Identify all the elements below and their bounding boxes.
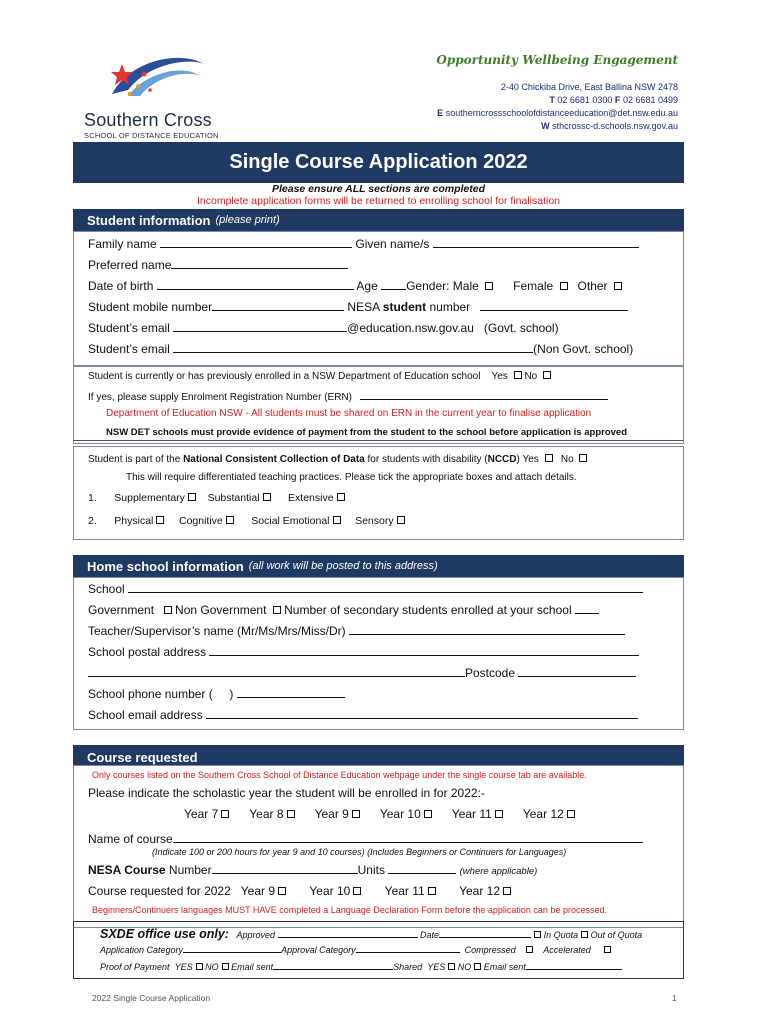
nesa-course-number-label: Number (168, 863, 212, 877)
age-field[interactable] (381, 279, 406, 290)
nccd-level-row (88, 492, 345, 504)
nongovt-email-row (88, 342, 633, 356)
year-8-checkbox[interactable] (287, 810, 295, 818)
year-7-checkbox[interactable] (221, 810, 229, 818)
footer-title: 2022 Single Course Application (92, 993, 211, 1003)
year-11-checkbox[interactable] (495, 810, 503, 818)
nccd-level-number: 1. (88, 492, 97, 504)
req-year-11-checkbox[interactable] (428, 887, 436, 895)
female-label: Female (513, 279, 554, 293)
home-section-header (73, 555, 684, 577)
dob-row (88, 279, 622, 293)
postal-row (88, 645, 639, 659)
det-notice-divider (73, 440, 684, 441)
social-emotional-label: Social Emotional (251, 515, 330, 527)
govt-email-row (88, 321, 559, 335)
units-label: Units (357, 863, 385, 877)
non-government-checkbox[interactable] (273, 606, 281, 614)
year-12-checkbox[interactable] (567, 810, 575, 818)
proof-yes-label: YES (174, 962, 193, 972)
num-secondary-field[interactable] (575, 603, 599, 614)
extensive-checkbox[interactable] (337, 493, 345, 501)
school-email-field[interactable] (206, 708, 638, 719)
school-email-label: School email address (88, 708, 203, 722)
nccd-no-checkbox[interactable] (579, 454, 587, 462)
shared-yes-checkbox[interactable] (448, 963, 455, 970)
course-name-row (88, 832, 643, 846)
social-emotional-checkbox[interactable] (333, 516, 341, 524)
enrolled-yes-checkbox[interactable] (514, 371, 522, 379)
nesa-course-label: NESA Course (88, 863, 166, 877)
det-notice: NSW DET schools must provide evidence of payment from the student to the school before application is approved (106, 427, 627, 438)
school-phone-close: ) (229, 687, 234, 701)
school-label: School (88, 582, 125, 596)
postcode-field[interactable] (518, 666, 636, 677)
office-date-label: Date (420, 930, 440, 940)
req-year-9-checkbox[interactable] (278, 887, 286, 895)
school-logo (84, 50, 254, 140)
enrolled-no-checkbox[interactable] (543, 371, 551, 379)
govt-email-label: Student’s email (88, 321, 170, 335)
accelerated-label: Accelerated (543, 945, 591, 955)
indicate-year: Please indicate the scholastic year the student will be enrolled in for 2022:- (88, 786, 485, 800)
logo-subtitle: SCHOOL OF DISTANCE EDUCATION (84, 131, 219, 140)
shared-yes-label: YES (427, 962, 446, 972)
age-label: Age (356, 279, 378, 293)
nccd-middle: for students with disability ( (367, 454, 488, 465)
postal-label: School postal address (88, 645, 207, 659)
preferred-name-field[interactable] (171, 258, 348, 269)
ern-label: If yes, please supply Enrolment Registration Number (ERN) (88, 392, 352, 403)
proof-no-checkbox[interactable] (222, 963, 229, 970)
year-7-label: Year 7 (184, 807, 219, 821)
nccd-yes-checkbox[interactable] (545, 454, 553, 462)
given-names-field[interactable] (433, 237, 639, 248)
requested-2022-label: Course requested for 2022 (88, 884, 231, 898)
enrolled-yes-label: Yes (491, 371, 508, 382)
school-phone-field[interactable] (237, 687, 345, 698)
course-heading: Course requested (87, 750, 198, 765)
proof-email-sent-label: Email sent (231, 962, 274, 972)
ensure-notice: Please ensure ALL sections are completed (271, 183, 485, 195)
year-row (184, 807, 575, 821)
approval-category-field[interactable] (356, 944, 460, 953)
proof-yes-checkbox[interactable] (196, 963, 203, 970)
proof-payment-label: Proof of Payment (100, 962, 170, 972)
only-courses-notice: Only courses listed on the Southern Cross School of Distance Education webpage under the single course tab are available. (92, 770, 587, 780)
cognitive-checkbox[interactable] (226, 516, 234, 524)
govt-email-domain: @education.nsw.gov.au (347, 321, 474, 335)
app-category-field[interactable] (183, 944, 281, 953)
school-type-row (88, 603, 599, 617)
home-heading: Home school information (87, 558, 244, 574)
web-label: W (541, 121, 550, 131)
logo-name: Southern Cross (84, 110, 212, 130)
shared-email-sent-field[interactable] (526, 961, 622, 970)
course-section-header (73, 745, 684, 765)
course-name-field[interactable] (173, 832, 643, 843)
enrolled-row (88, 371, 551, 382)
preferred-name-row (88, 258, 348, 272)
nesa-number-field[interactable] (480, 300, 628, 311)
compressed-label: Compressed (464, 945, 516, 955)
govt-school-note: (Govt. school) (483, 321, 559, 335)
sensory-checkbox[interactable] (397, 516, 405, 524)
address: 2-40 Chickiba Drive, East Ballina NSW 2478 (500, 82, 678, 92)
req-year-9-label: Year 9 (240, 884, 276, 898)
req-year-10-checkbox[interactable] (353, 887, 361, 895)
ern-row (88, 389, 608, 403)
mobile-field[interactable] (212, 300, 344, 311)
male-checkbox[interactable] (485, 282, 493, 290)
given-names-label: Given name/s (355, 237, 430, 251)
mobile-label: Student mobile number (88, 300, 213, 314)
nccd-prefix: Student is part of the (88, 454, 181, 465)
student-section-header (73, 209, 684, 231)
nesa-student-label: student (382, 300, 427, 314)
contact-block (437, 81, 678, 133)
physical-label: Physical (114, 515, 154, 527)
govt-email-field[interactable] (173, 321, 347, 332)
tagline: Opportunity Wellbeing Engagement (436, 53, 678, 67)
substantial-checkbox[interactable] (263, 493, 271, 501)
req-year-10-label: Year 10 (309, 884, 351, 898)
physical-checkbox[interactable] (156, 516, 164, 524)
req-year-11-label: Year 11 (384, 884, 425, 898)
supplementary-checkbox[interactable] (188, 493, 196, 501)
home-heading-note: (all work will be posted to this address) (248, 560, 438, 572)
family-name-label: Family name (88, 237, 157, 251)
office-category-row (100, 944, 611, 955)
female-checkbox[interactable] (560, 282, 568, 290)
school-row (88, 582, 643, 596)
family-name-row (88, 237, 639, 251)
teacher-label: Teacher/Supervisor’s name (Mr/Ms/Mrs/Miss/Dr) (88, 624, 346, 638)
other-checkbox[interactable] (614, 282, 622, 290)
compressed-checkbox[interactable] (526, 946, 533, 953)
email-label: E (437, 108, 444, 118)
app-category-label: Application Category (100, 945, 184, 955)
proof-email-sent-field[interactable] (273, 961, 393, 970)
nccd-suffix: ) (516, 454, 520, 465)
preferred-name-label: Preferred name (88, 258, 172, 272)
postcode-label: Postcode (465, 666, 516, 680)
proof-no-label: NO (205, 962, 219, 972)
extensive-label: Extensive (288, 492, 334, 504)
shared-email-sent-label: Email sent (483, 962, 526, 972)
units-field[interactable] (388, 863, 456, 874)
nesa-number-label: number (429, 300, 471, 314)
school-phone-row (88, 687, 345, 701)
office-approved-row (100, 927, 642, 941)
cognitive-label: Cognitive (178, 515, 223, 527)
shared-label: Shared (393, 962, 423, 972)
page-number: 1 (672, 993, 677, 1003)
nccd-bold: National Consistent Collection of Data (183, 454, 365, 465)
school-phone-label: School phone number ( (88, 687, 213, 701)
other-label: Other (577, 279, 608, 293)
incomplete-notice: Incomplete application forms will be returned to enrolling school for finalisation (196, 195, 561, 207)
email-line (437, 107, 678, 120)
nesa-label: NESA (347, 300, 380, 314)
nongovt-email-field[interactable] (173, 342, 533, 353)
postal-field-line2[interactable] (88, 666, 465, 677)
web-line (437, 120, 678, 133)
req-year-12-label: Year 12 (459, 884, 500, 898)
year-11-label: Year 11 (451, 807, 492, 821)
ern-field[interactable] (360, 389, 608, 400)
email[interactable]: southerncrossschoolofdistanceeducation@det.nsw.edu.au (445, 108, 678, 118)
school-email-row (88, 708, 638, 722)
teacher-field[interactable] (349, 624, 625, 635)
phone-label: T (549, 95, 555, 105)
enrolled-no-label: No (524, 371, 538, 382)
office-payment-row (100, 961, 622, 972)
req-year-12-checkbox[interactable] (503, 887, 511, 895)
course-name-label: Name of course (88, 832, 173, 846)
phone: 02 6681 0300 (557, 95, 613, 105)
sensory-label: Sensory (355, 515, 394, 527)
nongovt-school-note: (Non Govt. school) (533, 342, 634, 356)
nccd-instruction: This will require differentiated teaching practices. Please tick the appropriate boxes and attach details. (126, 472, 577, 483)
in-quota-label: In Quota (543, 930, 579, 940)
nccd-row (88, 454, 587, 465)
hours-note: (Indicate 100 or 200 hours for year 9 and 10 courses) (Includes Beginners or Continuers for Languages) (152, 847, 567, 857)
nccd-category-number: 2. (88, 515, 97, 527)
supplementary-label: Supplementary (114, 492, 185, 504)
school-field[interactable] (128, 582, 643, 593)
substantial-label: Substantial (207, 492, 260, 504)
requested-2022-row (88, 884, 511, 898)
out-of-quota-label: Out of Quota (590, 930, 643, 940)
dob-label: Date of birth (88, 279, 154, 293)
year-10-label: Year 10 (379, 807, 421, 821)
office-heading: SXDE office use only: (100, 927, 229, 941)
enrolled-question: Student is currently or has previously enrolled in a NSW Department of Education school (88, 371, 481, 382)
phone-fax-line (437, 94, 678, 107)
shared-no-checkbox[interactable] (474, 963, 481, 970)
in-quota-checkbox[interactable] (534, 931, 541, 938)
dob-field[interactable] (157, 279, 354, 290)
where-applicable-note: (where applicable) (459, 866, 538, 877)
website[interactable]: sthcrossc-d.schools.nsw.gov.au (552, 121, 678, 131)
family-name-field[interactable] (160, 237, 352, 248)
mobile-row (88, 300, 628, 314)
government-label: Government (88, 603, 155, 617)
government-checkbox[interactable] (164, 606, 172, 614)
nesa-course-row (88, 863, 537, 877)
office-date-field[interactable] (439, 929, 531, 938)
nccd-yes-label: Yes (522, 454, 539, 465)
page-title: Single Course Application 2022 (73, 142, 684, 183)
nongovt-email-label: Student’s email (88, 342, 170, 356)
year-10-checkbox[interactable] (424, 810, 432, 818)
nccd-category-row (88, 515, 405, 527)
fax: 02 6681 0499 (622, 95, 678, 105)
accelerated-checkbox[interactable] (604, 946, 611, 953)
year-12-label: Year 12 (522, 807, 564, 821)
beginners-notice: Beginners/Continuers languages MUST HAVE completed a Language Declaration Form before the application can be processed. (92, 905, 607, 915)
year-9-checkbox[interactable] (352, 810, 360, 818)
shared-no-label: NO (457, 962, 472, 972)
postcode-row (88, 666, 636, 680)
fax-label: F (614, 95, 621, 105)
teacher-row (88, 624, 625, 638)
student-heading: Student information (87, 212, 211, 228)
approval-category-label: Approval Category (281, 945, 356, 955)
office-approved-field[interactable] (278, 929, 418, 938)
nccd-abbr: NCCD (487, 454, 517, 465)
non-government-label: Non Government (175, 603, 267, 617)
postal-field[interactable] (209, 645, 639, 656)
doe-notice: Department of Education NSW - All students must be shared on ERN in the current year to finalise application (106, 408, 592, 419)
year-9-label: Year 9 (314, 807, 349, 821)
nesa-course-number-field[interactable] (212, 863, 358, 874)
out-of-quota-checkbox[interactable] (581, 931, 588, 938)
num-secondary-label: Number of secondary students enrolled at your school (284, 603, 572, 617)
nccd-no-label: No (560, 454, 574, 465)
office-approved-label: Approved (236, 930, 276, 940)
student-heading-note: (please print) (215, 214, 280, 226)
southern-cross-emblem-icon (100, 50, 210, 108)
year-8-label: Year 8 (249, 807, 284, 821)
gender-male-label: Gender: Male (406, 279, 479, 293)
